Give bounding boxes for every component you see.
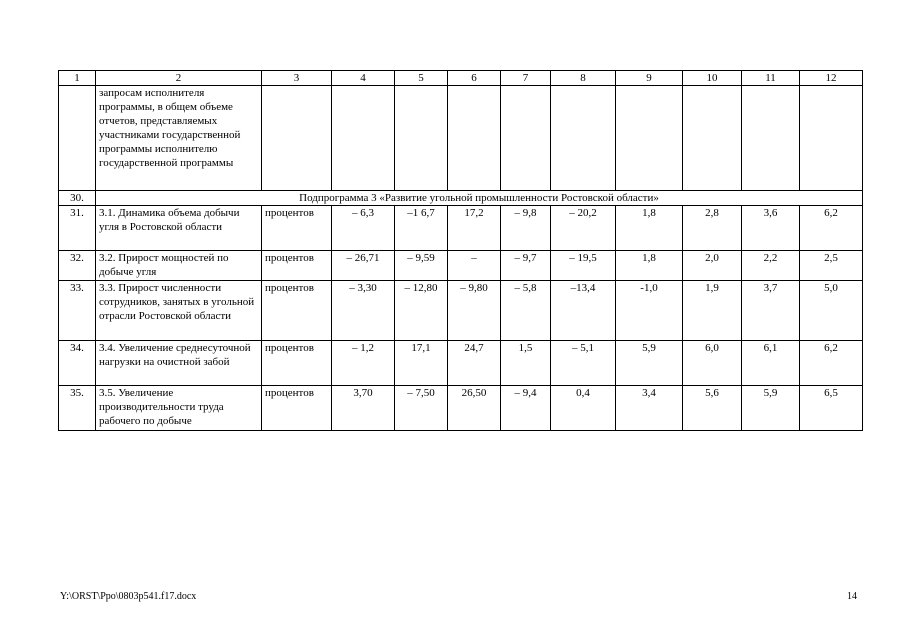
value-cell: 6,1	[742, 341, 800, 386]
unit-cell: процентов	[262, 341, 332, 386]
header-cell: 9	[616, 71, 683, 86]
empty-cell	[800, 86, 863, 191]
empty-cell	[332, 86, 395, 191]
indicator-name-cell: 3.2. Прирост мощностей по добыче угля	[96, 251, 262, 281]
value-cell: –13,4	[551, 281, 616, 341]
table-row	[59, 341, 863, 386]
row-number-cell: 30.	[59, 191, 96, 206]
unit-cell: процентов	[262, 281, 332, 341]
value-cell: 2,8	[683, 206, 742, 251]
header-cell: 1	[59, 71, 96, 86]
table-row	[59, 206, 863, 251]
value-cell: – 12,80	[395, 281, 448, 341]
footer-file-path: Y:\ORST\Ppo\0803p541.f17.docx	[60, 591, 197, 602]
empty-cell	[683, 86, 742, 191]
table-row	[59, 281, 863, 341]
empty-cell	[616, 86, 683, 191]
header-cell: 6	[448, 71, 501, 86]
value-cell: 6,2	[800, 206, 863, 251]
indicators-table	[58, 70, 863, 431]
unit-cell: процентов	[262, 251, 332, 281]
unit-cell: процентов	[262, 386, 332, 431]
header-cell: 11	[742, 71, 800, 86]
subprogram-title-cell: Подпрограмма 3 «Развитие угольной промышленности Ростовской области»	[96, 191, 863, 206]
value-cell: 24,7	[448, 341, 501, 386]
value-cell: – 7,50	[395, 386, 448, 431]
value-cell: 26,50	[448, 386, 501, 431]
row-number-cell: 32.	[59, 251, 96, 281]
subprogram-row	[59, 191, 863, 206]
value-cell: 17,1	[395, 341, 448, 386]
table-row	[59, 251, 863, 281]
value-cell: 3,4	[616, 386, 683, 431]
value-cell: 5,6	[683, 386, 742, 431]
header-cell: 12	[800, 71, 863, 86]
value-cell: 2,2	[742, 251, 800, 281]
table-row	[59, 386, 863, 431]
empty-cell	[262, 86, 332, 191]
value-cell: – 19,5	[551, 251, 616, 281]
value-cell: – 1,2	[332, 341, 395, 386]
value-cell: – 9,59	[395, 251, 448, 281]
value-cell: – 9,80	[448, 281, 501, 341]
value-cell: – 5,1	[551, 341, 616, 386]
value-cell: -1,0	[616, 281, 683, 341]
value-cell: 2,0	[683, 251, 742, 281]
empty-cell	[551, 86, 616, 191]
value-cell: 1,8	[616, 206, 683, 251]
indicator-name-cell: 3.5. Увеличение производительности труда рабочего по добыче	[96, 386, 262, 431]
header-cell: 7	[501, 71, 551, 86]
value-cell: – 26,71	[332, 251, 395, 281]
value-cell: – 9,4	[501, 386, 551, 431]
value-cell: 5,0	[800, 281, 863, 341]
value-cell: – 9,7	[501, 251, 551, 281]
value-cell: 3,6	[742, 206, 800, 251]
empty-cell	[448, 86, 501, 191]
row-number-cell: 33.	[59, 281, 96, 341]
value-cell: 5,9	[616, 341, 683, 386]
empty-cell	[501, 86, 551, 191]
unit-cell: процентов	[262, 206, 332, 251]
header-cell: 3	[262, 71, 332, 86]
row-number-cell: 31.	[59, 206, 96, 251]
value-cell: –	[448, 251, 501, 281]
continuation-text-cell: запросам исполнителя программы, в общем объеме отчетов, представляемых участниками государственной программы исполнителю государственной программы	[96, 86, 262, 191]
indicator-name-cell: 3.3. Прирост численности сотрудников, занятых в угольной отрасли Ростовской области	[96, 281, 262, 341]
row-number-cell: 35.	[59, 386, 96, 431]
value-cell: – 5,8	[501, 281, 551, 341]
footer-page-number: 14	[847, 591, 857, 602]
value-cell: 6,5	[800, 386, 863, 431]
value-cell: 6,0	[683, 341, 742, 386]
value-cell: – 20,2	[551, 206, 616, 251]
column-number-header-row	[59, 71, 863, 86]
header-cell: 5	[395, 71, 448, 86]
row-number-cell: 34.	[59, 341, 96, 386]
value-cell: 1,8	[616, 251, 683, 281]
value-cell: 1,9	[683, 281, 742, 341]
header-cell: 2	[96, 71, 262, 86]
empty-cell	[395, 86, 448, 191]
value-cell: 2,5	[800, 251, 863, 281]
indicator-name-cell: 3.4. Увеличение среднесуточной нагрузки на очистной забой	[96, 341, 262, 386]
value-cell: –1 6,7	[395, 206, 448, 251]
indicator-name-cell: 3.1. Динамика объема добычи угля в Ростовской области	[96, 206, 262, 251]
value-cell: 3,70	[332, 386, 395, 431]
header-cell: 8	[551, 71, 616, 86]
empty-cell	[742, 86, 800, 191]
value-cell: – 6,3	[332, 206, 395, 251]
value-cell: 3,7	[742, 281, 800, 341]
value-cell: – 9,8	[501, 206, 551, 251]
value-cell: 1,5	[501, 341, 551, 386]
header-cell: 10	[683, 71, 742, 86]
value-cell: 17,2	[448, 206, 501, 251]
value-cell: 0,4	[551, 386, 616, 431]
header-cell: 4	[332, 71, 395, 86]
value-cell: 5,9	[742, 386, 800, 431]
value-cell: – 3,30	[332, 281, 395, 341]
value-cell: 6,2	[800, 341, 863, 386]
continuation-row	[59, 86, 863, 191]
empty-cell	[59, 86, 96, 191]
